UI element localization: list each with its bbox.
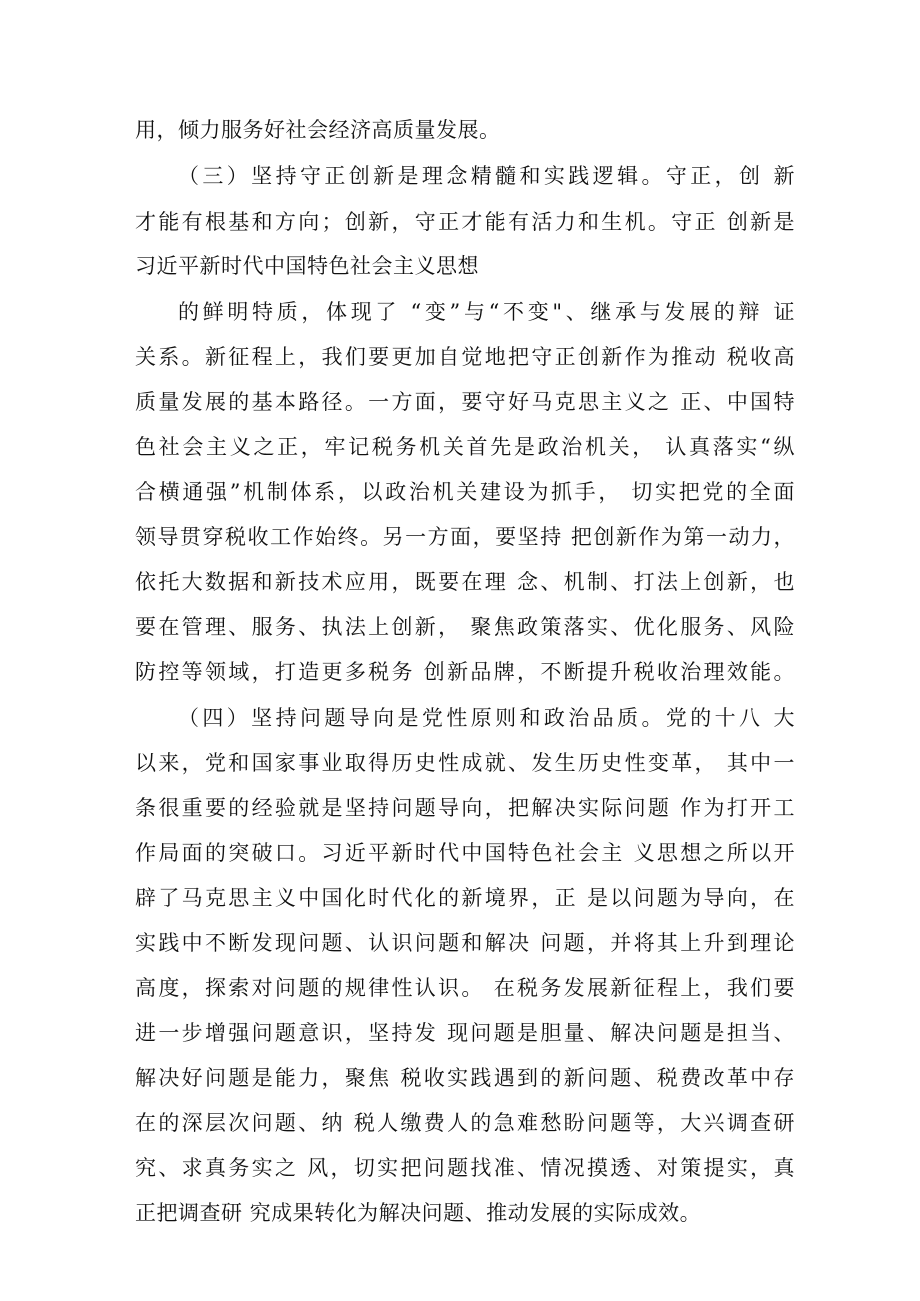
text-line: 的鲜明特质，体现了 “变”与“不变"、继承与发展的辩 证 (178, 300, 795, 324)
text-line: 辟了马克思主义中国化时代化的新境界，正 是以问题为导向，在 (135, 886, 795, 910)
text-line: （四）坚持问题导向是党性原则和政治品质。党的十八 大 (178, 706, 795, 730)
text-line: 正把调查研 究成果转化为解决问题、推动发展的实际成效。 (135, 1201, 702, 1225)
text-line: 用，倾力服务好社会经济高质量发展。 (135, 118, 501, 142)
text-line: 高度，探索对问题的规律性认识。 在税务发展新征程上，我们要 (135, 976, 795, 1000)
text-line: 条很重要的经验就是坚持问题导向，把解决实际问题 作为打开工 (135, 796, 795, 820)
text-line: 进一步增强问题意识，坚持发 现问题是胆量、解决问题是担当、 (135, 1021, 795, 1045)
text-line: 习近平新时代中国特色社会主义思想 (135, 254, 479, 278)
text-line: 作局面的突破口。习近平新时代中国特色社会主 义思想之所以开 (135, 841, 795, 865)
text-line: 究、求真务实之 风，切实把问题找准、情况摸透、对策提实，真 (135, 1156, 795, 1180)
text-line: 依托大数据和新技术应用，既要在理 念、机制、打法上创新，也 (135, 570, 795, 594)
text-line: 实践中不断发现问题、认识问题和解决 问题，并将其上升到理论 (135, 931, 795, 955)
text-line: 合横通强”机制体系，以政治机关建设为抓手， 切实把党的全面 (135, 480, 795, 504)
text-line: 解决好问题是能力，聚焦 税收实践遇到的新问题、税费改革中存 (135, 1066, 795, 1090)
text-line: 才能有根基和方向；创新，守正才能有活力和生机。守正 创新是 (135, 210, 795, 234)
text-line: 在的深层次问题、纳 税人缴费人的急难愁盼问题等，大兴调查研 (135, 1111, 795, 1135)
text-line: 以来，党和国家事业取得历史性成就、发生历史性变革， 其中一 (135, 751, 795, 775)
text-line: 关系。新征程上，我们要更加自觉地把守正创新作为推动 税收高 (135, 345, 795, 369)
text-line: 质量发展的基本路径。一方面，要守好马克思主义之 正、中国特 (135, 390, 795, 414)
text-line: 色社会主义之正，牢记税务机关首先是政治机关， 认真落实“纵 (135, 435, 795, 459)
text-line: （三）坚持守正创新是理念精髓和实践逻辑。守正，创 新 (178, 164, 795, 188)
text-line: 领导贯穿税收工作始终。另一方面，要坚持 把创新作为第一动力， (135, 525, 795, 549)
text-line: 防控等领域，打造更多税务 创新品牌，不断提升税收治理效能。 (135, 660, 795, 684)
text-line: 要在管理、服务、执法上创新， 聚焦政策落实、优化服务、风险 (135, 615, 795, 639)
